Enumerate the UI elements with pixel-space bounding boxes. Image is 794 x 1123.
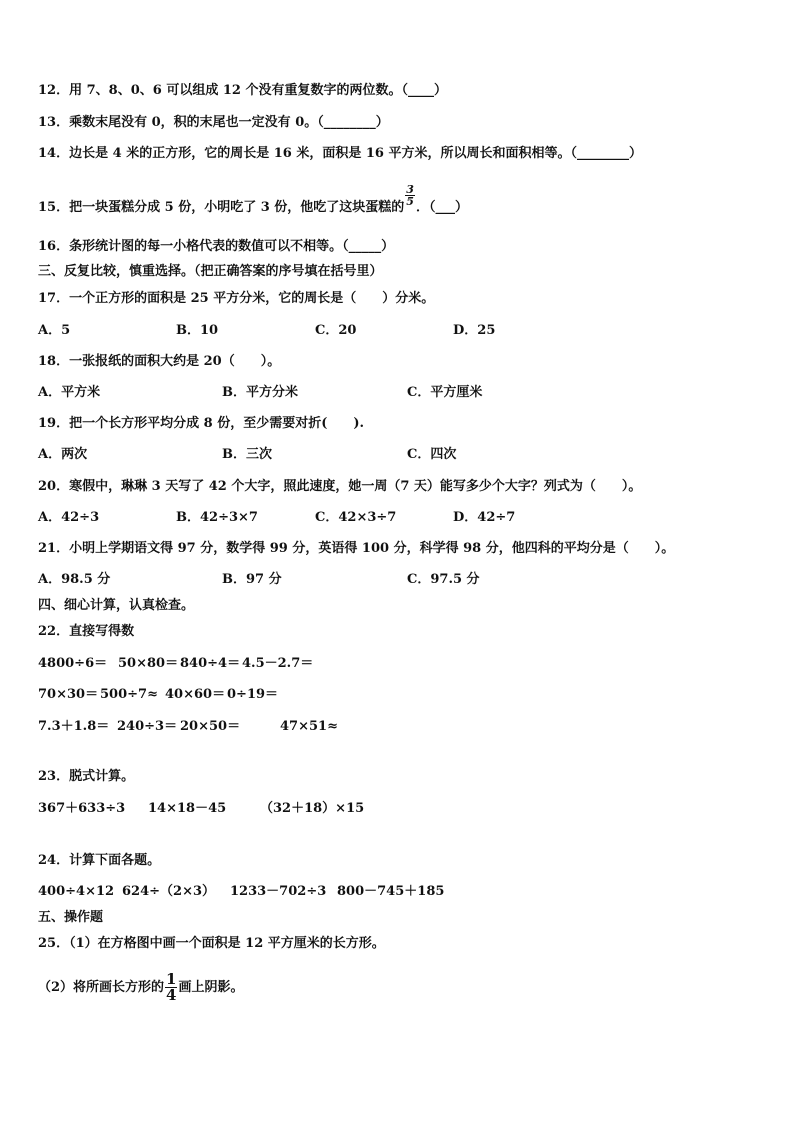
q20-option-d: D．42÷7 [453,510,516,525]
calc-item: 624÷（2×3） [122,884,216,899]
mental-math-item: 50×80＝ [118,656,179,671]
question-25-part-1: 25．（1）在方格图中画一个面积是 12 平方厘米的长方形。 [38,936,385,951]
question-15-tail: ．（___） [415,200,468,215]
mental-math-item: 4800÷6＝ [38,656,108,671]
section-5-heading: 五、操作题 [38,910,104,925]
question-25-part-2-text: （2）将所画长方形的 [38,980,165,995]
q21-option-c: C．97.5 分 [407,572,480,587]
fraction-three-fifths [405,184,415,207]
question-18: 18．一张报纸的面积大约是 20（ ）。 [38,354,281,369]
question-25-part-2-tail: 画上阴影。 [178,980,244,995]
question-22-title: 22．直接写得数 [38,624,135,639]
q20-option-b: B．42÷3×7 [176,510,258,525]
mental-math-item: 840÷4＝ [180,656,241,671]
mental-math-item: 70×30＝ [38,687,99,702]
calc-item: 1233－702÷3 [230,884,327,899]
q21-option-b: B．97 分 [222,572,282,587]
mental-math-item: 47×51≈ [280,719,338,734]
question-16: 16．条形统计图的每一小格代表的数值可以不相等。（_____） [38,239,395,254]
q21-option-a: A．98.5 分 [38,572,111,587]
q17-option-a: A．5 [38,323,71,338]
question-19: 19．把一个长方形平均分成 8 份，至少需要对折( ). [38,416,365,431]
step-calc-item: 14×18－45 [148,801,227,816]
calc-item: 400÷4×12 [38,884,115,899]
mental-math-item: 240÷3＝ [117,719,178,734]
question-15 [38,183,468,219]
q17-option-c: C．20 [315,323,357,338]
mental-math-item: 0÷19＝ [227,687,279,702]
question-17: 17．一个正方形的面积是 25 平方分米，它的周长是（ ）分米。 [38,291,435,306]
q20-option-c: C．42×3÷7 [315,510,397,525]
mental-math-item: 20×50＝ [180,719,241,734]
mental-math-item: 40×60＝ [165,687,226,702]
q18-option-b: B．平方分米 [222,385,298,400]
question-23-title: 23．脱式计算。 [38,769,135,784]
question-15-text: 15．把一块蛋糕分成 5 份，小明吃了 3 份，他吃了这块蛋糕的 [38,200,405,215]
step-calc-item: 367＋633÷3 [38,801,126,816]
question-13: 13．乘数末尾没有 0，积的末尾也一定没有 0。（________） [38,115,389,130]
q18-option-a: A．平方米 [38,385,101,400]
q20-option-a: A．42÷3 [38,510,100,525]
mental-math-item: 7.3＋1.8＝ [38,719,110,734]
question-12: 12．用 7、8、0、6 可以组成 12 个没有重复数字的两位数。（____） [38,83,447,98]
mental-math-item: 4.5－2.7＝ [242,656,314,671]
question-25-part-2 [38,972,244,1003]
fraction-numerator: 1 [166,970,177,988]
fraction-denominator: 4 [166,986,177,1004]
mental-math-item: 500÷7≈ [100,687,158,702]
question-24-title: 24．计算下面各题。 [38,853,161,868]
q17-option-d: D．25 [453,323,496,338]
question-14: 14．边长是 4 米的正方形，它的周长是 16 米，面积是 16 平方米，所以周长和面积相等。（________） [38,146,642,161]
question-20: 20．寒假中，琳琳 3 天写了 42 个大字，照此速度，她一周（7 天）能写多少个大字？列式为（ ）。 [38,479,642,494]
section-4-heading: 四、细心计算，认真检查。 [38,598,195,613]
fraction-denominator: 5 [406,195,414,208]
section-3-heading: 三、反复比较，慎重选择。（把正确答案的序号填在括号里） [38,264,383,279]
q19-option-c: C．四次 [407,447,457,462]
fraction-numerator: 3 [406,183,414,196]
fraction-one-quarter [165,972,177,1003]
q19-option-a: A．两次 [38,447,88,462]
question-21: 21．小明上学期语文得 97 分，数学得 99 分，英语得 100 分，科学得 98 分，他四科的平均分是（ ）。 [38,541,675,556]
q18-option-c: C．平方厘米 [407,385,483,400]
q17-option-b: B．10 [176,323,219,338]
q19-option-b: B．三次 [222,447,272,462]
step-calc-item: （32＋18）×15 [260,801,365,816]
calc-item: 800－745＋185 [337,884,445,899]
